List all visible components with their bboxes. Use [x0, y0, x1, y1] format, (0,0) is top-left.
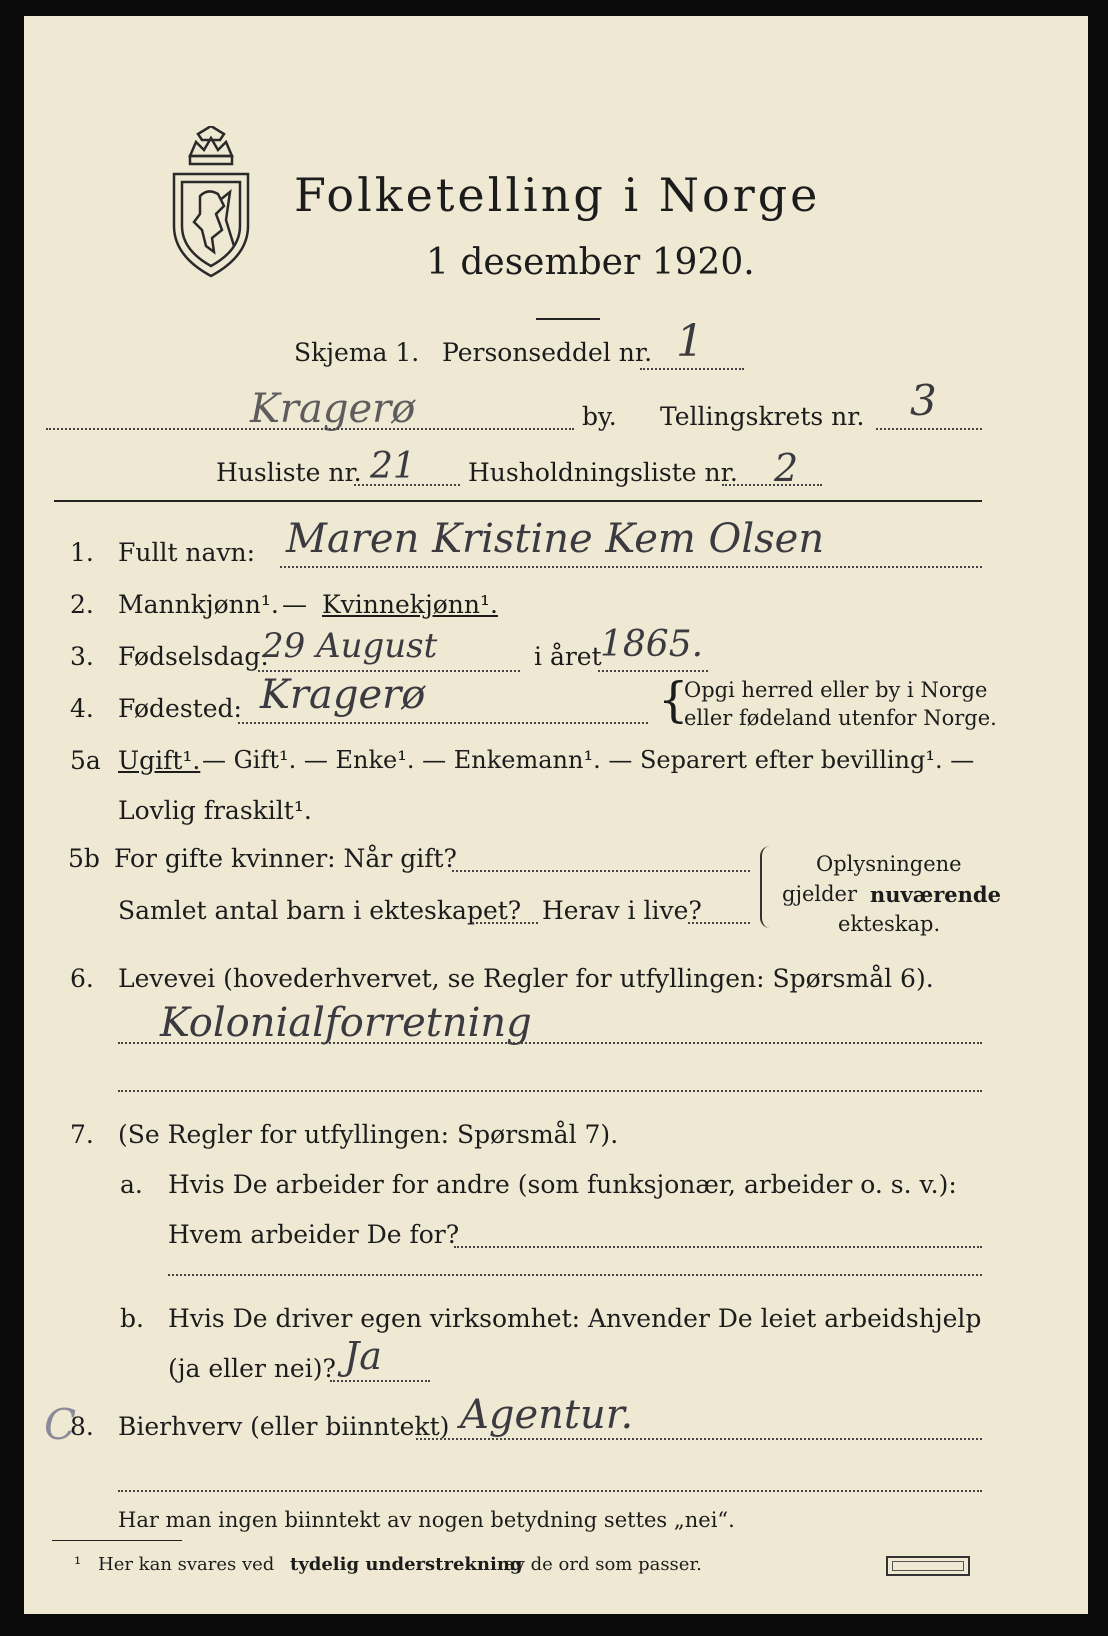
tellingskrets-value[interactable]: 3 — [910, 376, 937, 425]
q7a-line2 — [168, 1274, 982, 1276]
q6-line2 — [118, 1090, 982, 1092]
q7b-text: Hvis De driver egen virksomhet: Anvender De leiet arbeidshjelp — [168, 1304, 982, 1333]
footnote-text-a: Her kan svares ved — [98, 1554, 275, 1575]
q8-label: Bierhverv (eller biinntekt) — [118, 1412, 450, 1441]
q5b-children-line — [472, 922, 538, 924]
husholdning-label: Husholdningsliste nr. — [468, 458, 738, 487]
q1-line — [280, 566, 982, 568]
schema-label: Skjema 1. — [294, 338, 420, 367]
q5b-married-label: For gifte kvinner: Når gift? — [114, 844, 457, 873]
q8-secondary-occupation-value[interactable]: Agentur. — [460, 1392, 634, 1438]
q2-female-option[interactable]: Kvinnekjønn¹. — [322, 590, 498, 619]
census-form — [24, 16, 1088, 1614]
q3-year-line — [598, 670, 708, 672]
q5a-ugift-option[interactable]: Ugift¹. — [118, 746, 201, 775]
q5b-alive-label: Herav i live? — [542, 896, 702, 925]
q7b-letter: b. — [120, 1304, 144, 1333]
q7b-line — [330, 1380, 430, 1382]
q5b-note-line2b: nuværende — [870, 882, 1001, 907]
q4-note-line1: Opgi herred eller by i Norge — [684, 678, 988, 702]
q3-label: Fødselsdag: — [118, 642, 269, 671]
q1-full-name-value[interactable]: Maren Kristine Kem Olsen — [286, 516, 825, 562]
footnote-mark: ¹ — [74, 1554, 82, 1575]
q5b-number: 5b — [68, 844, 100, 873]
q7a-line1 — [454, 1246, 982, 1248]
printer-stamp — [886, 1556, 970, 1576]
q5b-note-bracket — [760, 846, 770, 928]
q7a-question: Hvem arbeider De for? — [168, 1220, 460, 1249]
husholdning-value[interactable]: 2 — [774, 446, 799, 490]
q3-year-value[interactable]: 1865. — [600, 624, 704, 665]
q7b-answer-value[interactable]: Ja — [344, 1334, 382, 1378]
q5b-children-label: Samlet antal barn i ekteskapet? — [118, 896, 522, 925]
title-divider — [536, 318, 600, 320]
q4-label: Fødested: — [118, 694, 242, 723]
personseddel-label: Personseddel nr. — [442, 338, 653, 367]
footnote-divider — [52, 1540, 182, 1541]
q4-note-brace: { — [658, 672, 689, 728]
husholdning-line — [722, 484, 822, 486]
personseddel-line — [640, 368, 744, 370]
by-label: by. — [582, 402, 617, 431]
by-value[interactable]: Kragerø — [250, 386, 416, 432]
q7a-text: Hvis De arbeider for andre (som funksjonær, arbeider o. s. v.): — [168, 1170, 957, 1199]
norway-coat-of-arms-icon — [168, 126, 254, 282]
form-title: Folketelling i Norge — [294, 168, 821, 222]
q7-label: (Se Regler for utfyllingen: Spørsmål 7). — [118, 1120, 619, 1149]
no-income-note: Har man ingen biinntekt av nogen betydning settes „nei“. — [118, 1508, 735, 1532]
q4-birthplace-value[interactable]: Kragerø — [260, 672, 426, 718]
footnote-text-b: tydelig understrekning — [290, 1554, 523, 1575]
q3-number: 3. — [70, 642, 94, 671]
q3-year-label: i året — [534, 642, 602, 671]
q5b-note-line3: ekteskap. — [838, 912, 941, 936]
tellingskrets-label: Tellingskrets nr. — [660, 402, 865, 431]
q8-line2 — [118, 1490, 982, 1492]
husliste-value[interactable]: 21 — [370, 446, 416, 487]
q8-line1 — [416, 1438, 982, 1440]
q2-number: 2. — [70, 590, 94, 619]
q4-line — [238, 722, 648, 724]
q8-margin-mark: C — [44, 1400, 77, 1449]
q4-note-line2: eller fødeland utenfor Norge. — [684, 706, 997, 730]
personseddel-value[interactable]: 1 — [676, 316, 704, 367]
q6-occupation-value[interactable]: Kolonialforretning — [160, 1000, 532, 1046]
q7a-letter: a. — [120, 1170, 143, 1199]
q5a-fraskilt-option[interactable]: Lovlig fraskilt¹. — [118, 796, 312, 825]
q6-number: 6. — [70, 964, 94, 993]
q7b-question: (ja eller nei)? — [168, 1354, 336, 1383]
q2-male-option[interactable]: Mannkjønn¹. — [118, 590, 279, 619]
census-date: 1 desember 1920. — [426, 242, 755, 283]
q5a-number: 5a — [70, 746, 101, 775]
q5b-married-line — [452, 870, 750, 872]
q6-label: Levevei (hovederhvervet, se Regler for utfyllingen: Spørsmål 6). — [118, 964, 934, 993]
q5b-note-line1: Oplysningene — [816, 852, 962, 876]
q8-number: 8. — [70, 1412, 94, 1441]
header-divider — [54, 500, 982, 502]
q7-number: 7. — [70, 1120, 94, 1149]
q2-separator: — — [282, 590, 307, 619]
q1-number: 1. — [70, 538, 94, 567]
q5b-alive-line — [688, 922, 750, 924]
q5a-other-options[interactable]: — Gift¹. — Enke¹. — Enkemann¹. — Separert efter bevilling¹. — — [202, 746, 975, 774]
q1-label: Fullt navn: — [118, 538, 256, 567]
footnote-text-c: av de ord som passer. — [504, 1554, 702, 1575]
q6-line1 — [118, 1042, 982, 1044]
q3-birthday-value[interactable]: 29 August — [262, 626, 438, 666]
q5b-note-line2a: gjelder — [782, 882, 858, 906]
husliste-label: Husliste nr. — [216, 458, 362, 487]
tellingskrets-line — [876, 428, 982, 430]
q4-number: 4. — [70, 694, 94, 723]
